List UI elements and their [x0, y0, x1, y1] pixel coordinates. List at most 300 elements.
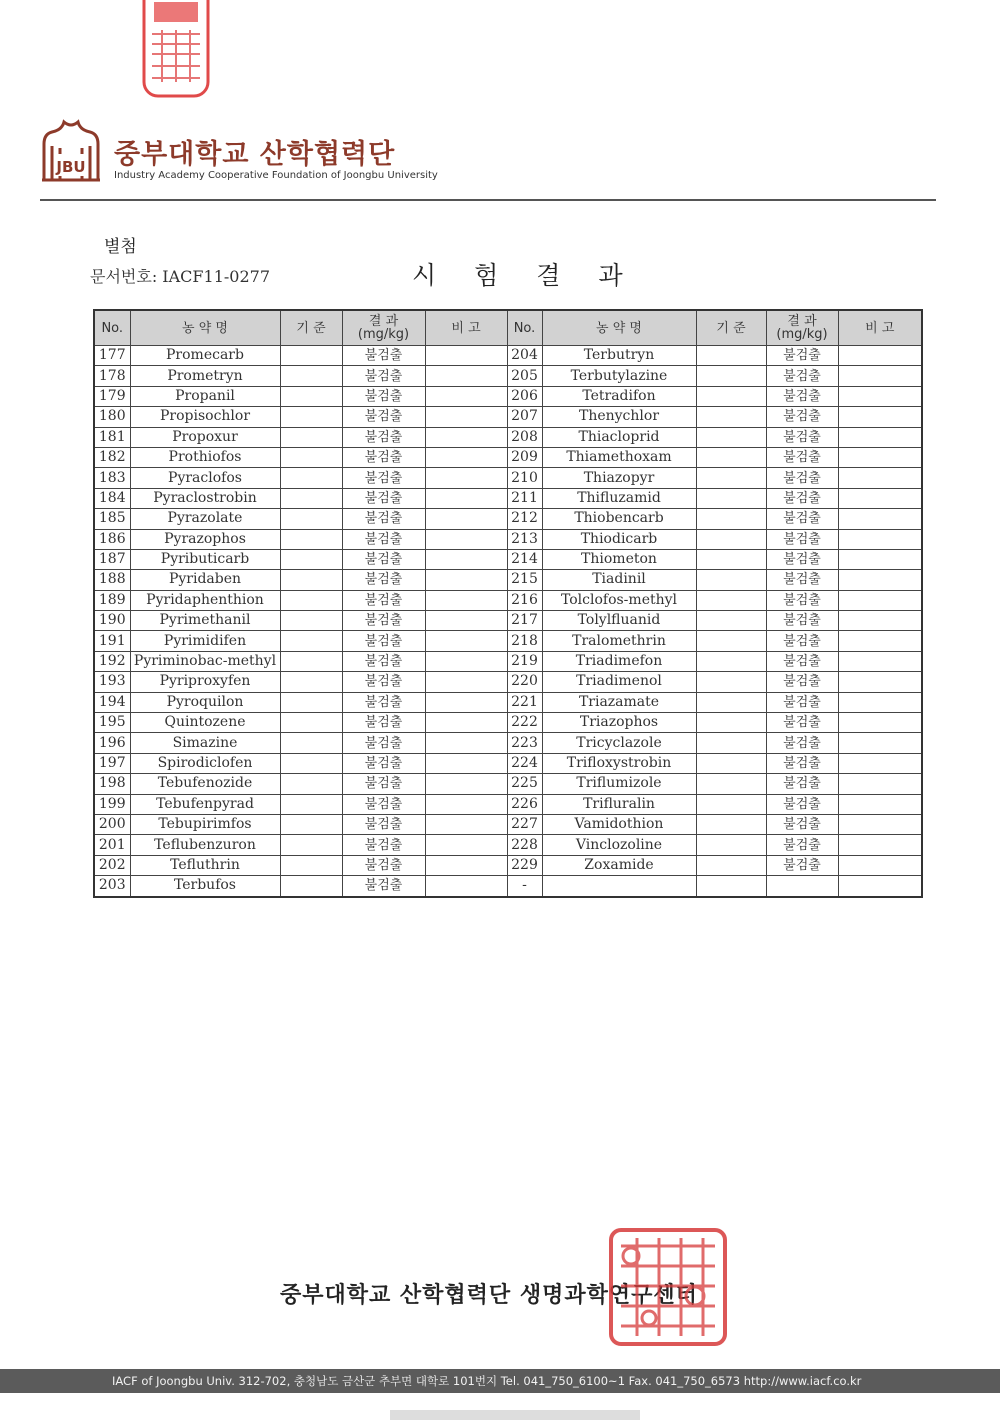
remarks-cell	[425, 386, 507, 406]
result-cell: 불검출	[766, 346, 838, 366]
header-remarks: 비 고	[425, 310, 507, 346]
standard-cell	[696, 651, 766, 671]
standard-cell	[696, 672, 766, 692]
result-cell: 불검출	[766, 468, 838, 488]
table-row	[94, 774, 922, 794]
standard-cell	[280, 549, 342, 569]
pesticide-name: Pyroquilon	[130, 692, 280, 712]
row-number: 192	[94, 651, 130, 671]
result-cell: 불검출	[766, 407, 838, 427]
header-no: No.	[94, 310, 130, 346]
remarks-cell	[838, 672, 922, 692]
remarks-cell	[425, 855, 507, 875]
table-row	[94, 509, 922, 529]
row-number: 207	[507, 407, 542, 427]
standard-cell	[280, 447, 342, 467]
header-result	[766, 310, 838, 346]
row-number: 198	[94, 774, 130, 794]
table-row	[94, 651, 922, 671]
remarks-cell	[838, 346, 922, 366]
remarks-cell	[425, 427, 507, 447]
row-number: 208	[507, 427, 542, 447]
row-number: 188	[94, 570, 130, 590]
pesticide-name: Tebufenozide	[130, 774, 280, 794]
standard-cell	[696, 468, 766, 488]
result-cell: 불검출	[342, 692, 425, 712]
result-cell	[766, 876, 838, 897]
pesticide-name: Tralomethrin	[542, 631, 696, 651]
remarks-cell	[838, 366, 922, 386]
remarks-cell	[425, 529, 507, 549]
table-row	[94, 468, 922, 488]
remarks-cell	[425, 366, 507, 386]
result-cell: 불검출	[766, 713, 838, 733]
row-number: 217	[507, 611, 542, 631]
remarks-cell	[425, 651, 507, 671]
result-cell: 불검출	[766, 529, 838, 549]
result-cell: 불검출	[766, 549, 838, 569]
header-result-unit: (mg/kg)	[357, 327, 410, 342]
pesticide-name: Pyridaphenthion	[130, 590, 280, 610]
row-number: 209	[507, 447, 542, 467]
result-cell: 불검출	[342, 835, 425, 855]
header-result-unit: (mg/kg)	[776, 327, 828, 342]
pesticide-name: Propisochlor	[130, 407, 280, 427]
header-result	[342, 310, 425, 346]
result-cell: 불검출	[342, 794, 425, 814]
pesticide-name: Triadimenol	[542, 672, 696, 692]
pesticide-name: Thiodicarb	[542, 529, 696, 549]
remarks-cell	[838, 651, 922, 671]
row-number: -	[507, 876, 542, 897]
standard-cell	[696, 386, 766, 406]
pesticide-name: Vamidothion	[542, 814, 696, 834]
row-number: 226	[507, 794, 542, 814]
standard-cell	[696, 774, 766, 794]
remarks-cell	[425, 611, 507, 631]
standard-cell	[696, 447, 766, 467]
pesticide-name: Pyrazophos	[130, 529, 280, 549]
remarks-cell	[838, 713, 922, 733]
table-row	[94, 753, 922, 773]
remarks-cell	[425, 468, 507, 488]
standard-cell	[696, 876, 766, 897]
pesticide-name: Thiamethoxam	[542, 447, 696, 467]
official-seal-bottom	[607, 1226, 729, 1348]
row-number: 213	[507, 529, 542, 549]
footer-org-name: 중부대학교 산학협력단 생명과학연구센터	[280, 1283, 698, 1308]
result-cell: 불검출	[766, 570, 838, 590]
standard-cell	[280, 713, 342, 733]
standard-cell	[696, 692, 766, 712]
pesticide-name: Propanil	[130, 386, 280, 406]
result-cell: 불검출	[342, 814, 425, 834]
official-seal-top	[140, 0, 212, 102]
pesticide-name: Thiacloprid	[542, 427, 696, 447]
row-number: 194	[94, 692, 130, 712]
result-cell: 불검출	[342, 753, 425, 773]
standard-cell	[280, 407, 342, 427]
result-cell: 불검출	[766, 692, 838, 712]
remarks-cell	[425, 733, 507, 753]
result-cell: 불검출	[766, 774, 838, 794]
standard-cell	[280, 509, 342, 529]
row-number: 229	[507, 855, 542, 875]
standard-cell	[280, 835, 342, 855]
header-remarks: 비 고	[838, 310, 922, 346]
remarks-cell	[425, 835, 507, 855]
standard-cell	[280, 774, 342, 794]
result-cell: 불검출	[766, 427, 838, 447]
remarks-cell	[838, 692, 922, 712]
remarks-cell	[838, 549, 922, 569]
pesticide-name: Terbufos	[130, 876, 280, 897]
result-cell: 불검출	[342, 346, 425, 366]
result-cell: 불검출	[342, 713, 425, 733]
remarks-cell	[425, 713, 507, 733]
result-cell: 불검출	[342, 529, 425, 549]
pesticide-name: Thifluzamid	[542, 488, 696, 508]
header-divider	[40, 199, 936, 201]
result-cell: 불검출	[342, 386, 425, 406]
result-cell: 불검출	[342, 733, 425, 753]
pesticide-name: Tetradifon	[542, 386, 696, 406]
result-cell: 불검출	[342, 876, 425, 897]
attachment-label: 별첨	[104, 237, 137, 257]
remarks-cell	[425, 794, 507, 814]
row-number: 199	[94, 794, 130, 814]
pesticide-name: Thiometon	[542, 549, 696, 569]
standard-cell	[280, 733, 342, 753]
result-cell: 불검출	[342, 570, 425, 590]
pesticide-name: Zoxamide	[542, 855, 696, 875]
scan-edge	[390, 1410, 640, 1420]
row-number: 210	[507, 468, 542, 488]
standard-cell	[280, 590, 342, 610]
row-number: 215	[507, 570, 542, 590]
row-number: 185	[94, 509, 130, 529]
footer-address: IACF of Joongbu Univ. 312-702, 충청남도 금산군 추부면 대학로 101번지 Tel. 041_750_6100~1 Fax. 041_750_6573 http://www.iacf.co.kr	[112, 1374, 862, 1388]
remarks-cell	[425, 549, 507, 569]
pesticide-name: Trifluralin	[542, 794, 696, 814]
result-cell: 불검출	[766, 672, 838, 692]
result-cell: 불검출	[342, 651, 425, 671]
pesticide-name: Triazophos	[542, 713, 696, 733]
row-number: 212	[507, 509, 542, 529]
pesticide-name: Triazamate	[542, 692, 696, 712]
standard-cell	[280, 346, 342, 366]
pesticide-name: Spirodiclofen	[130, 753, 280, 773]
result-cell: 불검출	[342, 549, 425, 569]
standard-cell	[696, 427, 766, 447]
row-number: 202	[94, 855, 130, 875]
row-number: 225	[507, 774, 542, 794]
standard-cell	[280, 814, 342, 834]
row-number: 195	[94, 713, 130, 733]
table-row	[94, 876, 922, 897]
remarks-cell	[425, 509, 507, 529]
remarks-cell	[838, 814, 922, 834]
standard-cell	[696, 713, 766, 733]
remarks-cell	[838, 427, 922, 447]
pesticide-name	[542, 876, 696, 897]
row-number: 181	[94, 427, 130, 447]
result-cell: 불검출	[766, 631, 838, 651]
row-number: 196	[94, 733, 130, 753]
remarks-cell	[425, 631, 507, 651]
header-result-line1: 결 과	[368, 314, 399, 329]
row-number: 206	[507, 386, 542, 406]
header-no: No.	[507, 310, 542, 346]
standard-cell	[696, 509, 766, 529]
remarks-cell	[838, 488, 922, 508]
standard-cell	[696, 366, 766, 386]
row-number: 187	[94, 549, 130, 569]
result-cell: 불검출	[766, 488, 838, 508]
table-header-row	[94, 310, 922, 346]
standard-cell	[280, 672, 342, 692]
row-number: 218	[507, 631, 542, 651]
result-cell: 불검출	[766, 509, 838, 529]
result-cell: 불검출	[766, 651, 838, 671]
pesticide-name: Quintozene	[130, 713, 280, 733]
pesticide-name: Pyributicarb	[130, 549, 280, 569]
row-number: 228	[507, 835, 542, 855]
standard-cell	[280, 651, 342, 671]
pesticide-name: Thiazopyr	[542, 468, 696, 488]
remarks-cell	[838, 468, 922, 488]
remarks-cell	[838, 407, 922, 427]
remarks-cell	[425, 753, 507, 773]
row-number: 184	[94, 488, 130, 508]
row-number: 200	[94, 814, 130, 834]
row-number: 197	[94, 753, 130, 773]
pesticide-name: Pyriminobac-methyl	[130, 651, 280, 671]
standard-cell	[696, 814, 766, 834]
pesticide-name: Terbutryn	[542, 346, 696, 366]
table-row	[94, 346, 922, 366]
row-number: 216	[507, 590, 542, 610]
remarks-cell	[425, 672, 507, 692]
pesticide-name: Thenychlor	[542, 407, 696, 427]
standard-cell	[280, 692, 342, 712]
pesticide-name: Prometryn	[130, 366, 280, 386]
header-standard: 기 준	[696, 310, 766, 346]
table-row	[94, 590, 922, 610]
row-number: 186	[94, 529, 130, 549]
result-cell: 불검출	[342, 427, 425, 447]
standard-cell	[696, 733, 766, 753]
row-number: 201	[94, 835, 130, 855]
row-number: 227	[507, 814, 542, 834]
result-cell: 불검출	[766, 814, 838, 834]
table-row	[94, 549, 922, 569]
standard-cell	[696, 549, 766, 569]
pesticide-name: Terbutylazine	[542, 366, 696, 386]
table-row	[94, 835, 922, 855]
remarks-cell	[838, 509, 922, 529]
table-row	[94, 672, 922, 692]
result-cell: 불검출	[342, 366, 425, 386]
row-number: 179	[94, 386, 130, 406]
pesticide-name: Tiadinil	[542, 570, 696, 590]
pesticide-name: Teflubenzuron	[130, 835, 280, 855]
header-pesticide-name: 농 약 명	[542, 310, 696, 346]
remarks-cell	[425, 447, 507, 467]
remarks-cell	[838, 570, 922, 590]
pesticide-name: Triflumizole	[542, 774, 696, 794]
row-number: 191	[94, 631, 130, 651]
row-number: 214	[507, 549, 542, 569]
standard-cell	[696, 488, 766, 508]
result-cell: 불검출	[766, 835, 838, 855]
table-row	[94, 733, 922, 753]
pesticide-name: Pyridaben	[130, 570, 280, 590]
standard-cell	[696, 611, 766, 631]
result-cell: 불검출	[342, 468, 425, 488]
table-row	[94, 814, 922, 834]
standard-cell	[280, 794, 342, 814]
remarks-cell	[838, 386, 922, 406]
result-cell: 불검출	[342, 447, 425, 467]
result-cell: 불검출	[766, 386, 838, 406]
standard-cell	[696, 346, 766, 366]
row-number: 204	[507, 346, 542, 366]
pesticide-name: Tolylfluanid	[542, 611, 696, 631]
table-row	[94, 631, 922, 651]
result-cell: 불검출	[766, 611, 838, 631]
org-title: 중부대학교 산학협력단	[114, 139, 396, 170]
remarks-cell	[425, 346, 507, 366]
pesticide-name: Thiobencarb	[542, 509, 696, 529]
remarks-cell	[838, 876, 922, 897]
pesticide-name: Pyrimethanil	[130, 611, 280, 631]
pesticide-name: Tebupirimfos	[130, 814, 280, 834]
pesticide-name: Tricyclazole	[542, 733, 696, 753]
standard-cell	[280, 570, 342, 590]
result-cell: 불검출	[766, 794, 838, 814]
row-number: 224	[507, 753, 542, 773]
remarks-cell	[838, 835, 922, 855]
pesticide-name: Prothiofos	[130, 447, 280, 467]
table-row	[94, 529, 922, 549]
remarks-cell	[425, 590, 507, 610]
table-row	[94, 692, 922, 712]
standard-cell	[280, 631, 342, 651]
pesticide-name: Pyraclofos	[130, 468, 280, 488]
pesticide-name: Trifloxystrobin	[542, 753, 696, 773]
standard-cell	[280, 366, 342, 386]
remarks-cell	[838, 611, 922, 631]
result-cell: 불검출	[766, 753, 838, 773]
header-result-line1: 결 과	[787, 314, 817, 329]
row-number: 178	[94, 366, 130, 386]
remarks-cell	[425, 876, 507, 897]
standard-cell	[696, 529, 766, 549]
table-row	[94, 407, 922, 427]
row-number: 223	[507, 733, 542, 753]
table-row	[94, 713, 922, 733]
standard-cell	[280, 468, 342, 488]
pesticide-name: Pyrimidifen	[130, 631, 280, 651]
remarks-cell	[838, 794, 922, 814]
remarks-cell	[425, 692, 507, 712]
pesticide-name: Simazine	[130, 733, 280, 753]
header-standard: 기 준	[280, 310, 342, 346]
standard-cell	[696, 835, 766, 855]
row-number: 221	[507, 692, 542, 712]
result-cell: 불검출	[342, 407, 425, 427]
row-number: 189	[94, 590, 130, 610]
row-number: 222	[507, 713, 542, 733]
table-row	[94, 611, 922, 631]
result-cell: 불검출	[766, 590, 838, 610]
remarks-cell	[838, 631, 922, 651]
table-row	[94, 366, 922, 386]
remarks-cell	[425, 814, 507, 834]
row-number: 205	[507, 366, 542, 386]
standard-cell	[696, 855, 766, 875]
standard-cell	[280, 488, 342, 508]
remarks-cell	[425, 488, 507, 508]
row-number: 203	[94, 876, 130, 897]
header-pesticide-name: 농 약 명	[130, 310, 280, 346]
remarks-cell	[425, 407, 507, 427]
result-cell: 불검출	[342, 631, 425, 651]
table-row	[94, 488, 922, 508]
table-row	[94, 386, 922, 406]
result-cell: 불검출	[342, 855, 425, 875]
standard-cell	[696, 590, 766, 610]
pesticide-name: Tefluthrin	[130, 855, 280, 875]
logo-text: JBU	[56, 158, 86, 176]
result-cell: 불검출	[342, 488, 425, 508]
standard-cell	[280, 529, 342, 549]
row-number: 219	[507, 651, 542, 671]
row-number: 182	[94, 447, 130, 467]
standard-cell	[696, 570, 766, 590]
pesticide-name: Tebufenpyrad	[130, 794, 280, 814]
standard-cell	[696, 794, 766, 814]
document-title: 시험결과	[412, 261, 661, 290]
standard-cell	[280, 753, 342, 773]
result-cell: 불검출	[342, 774, 425, 794]
standard-cell	[280, 855, 342, 875]
document-number: 문서번호: IACF11-0277	[90, 267, 271, 286]
result-cell: 불검출	[342, 509, 425, 529]
org-subtitle: Industry Academy Cooperative Foundation of Joongbu University	[114, 170, 438, 181]
row-number: 190	[94, 611, 130, 631]
remarks-cell	[838, 855, 922, 875]
table-row	[94, 570, 922, 590]
row-number: 193	[94, 672, 130, 692]
row-number: 180	[94, 407, 130, 427]
remarks-cell	[838, 753, 922, 773]
standard-cell	[280, 427, 342, 447]
table-row	[94, 794, 922, 814]
remarks-cell	[838, 590, 922, 610]
results-table	[93, 309, 923, 898]
standard-cell	[280, 611, 342, 631]
jbu-logo-icon	[38, 118, 104, 184]
pesticide-name: Tolclofos-methyl	[542, 590, 696, 610]
row-number: 177	[94, 346, 130, 366]
table-row	[94, 427, 922, 447]
pesticide-name: Promecarb	[130, 346, 280, 366]
remarks-cell	[838, 774, 922, 794]
remarks-cell	[425, 774, 507, 794]
remarks-cell	[838, 447, 922, 467]
